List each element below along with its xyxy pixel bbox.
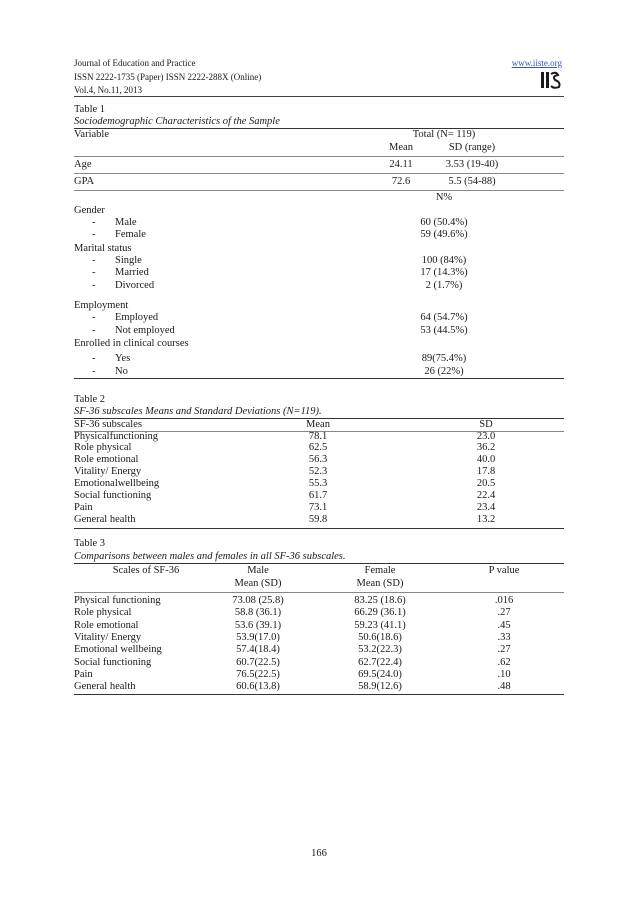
group-employment: Employment: [74, 300, 129, 311]
dash: -: [92, 229, 96, 240]
table3-row-female: 69.5(24.0): [358, 669, 402, 680]
table1-col-total: Total (N= 119): [412, 129, 476, 140]
table1-row-sd: 3.53 (19-40): [445, 159, 499, 170]
table2-row-name: Emotionalwellbeing: [74, 478, 160, 489]
table3-row-male: 58.8 (36.1): [234, 607, 282, 618]
table1-row-mean: 72.6: [391, 176, 411, 187]
table2-row-sd: 23.0: [476, 431, 496, 442]
item-label: Male: [115, 217, 137, 228]
dash: -: [92, 325, 96, 336]
item-value: 53 (44.5%): [420, 325, 468, 336]
table2-row-mean: 73.1: [308, 502, 328, 513]
table3-top-rule: [74, 563, 564, 564]
item-label: No: [115, 366, 128, 377]
table3-row-p: .48: [497, 681, 511, 692]
table1-col-variable: Variable: [74, 129, 109, 140]
table3: [74, 563, 564, 706]
table3-col-male: Male: [247, 565, 269, 576]
table1-rule: [74, 190, 564, 191]
table2-bottom-rule: [74, 528, 564, 529]
table3-col-male-sub: Mean (SD): [234, 578, 282, 589]
item-label: Single: [115, 255, 142, 266]
table2-row-sd: 36.2: [476, 442, 496, 453]
table2-col-sd: SD: [479, 419, 493, 430]
table3-row-male: 57.4(18.4): [236, 644, 280, 655]
table1-bottom-rule: [74, 378, 564, 379]
table3-row-p: .27: [497, 644, 511, 655]
table3-row-female: 50.6(18.6): [358, 632, 402, 643]
item-value: 59 (49.6%): [420, 229, 468, 240]
table3-bottom-rule: [74, 694, 564, 695]
table3-row-male: 60.7(22.5): [236, 657, 280, 668]
table3-row-name: Role physical: [74, 607, 132, 618]
item-value: 2 (1.7%): [425, 280, 463, 291]
dash: -: [92, 255, 96, 266]
table2-row-mean: 55.3: [308, 478, 328, 489]
table3-row-name: Role emotional: [74, 620, 139, 631]
table3-row-name: Social functioning: [74, 657, 152, 668]
table2-row-name: General health: [74, 514, 136, 525]
table3-row-name: Emotional wellbeing: [74, 644, 162, 655]
item-value: 89(75.4%): [421, 353, 467, 364]
table2-row-name: Vitality/ Energy: [74, 466, 142, 477]
table1-row-sd: 5.5 (54-88): [448, 176, 496, 187]
dash: -: [92, 217, 96, 228]
table1-row-name: Age: [74, 159, 92, 170]
table2-row-mean: 52.3: [308, 466, 328, 477]
website-link[interactable]: www.iiste.org: [511, 58, 562, 68]
table2-row-sd: 22.4: [476, 490, 496, 501]
table1-row-mean: 24.11: [389, 159, 413, 170]
table3-row-male: 53.9(17.0): [236, 632, 280, 643]
item-label: Married: [115, 267, 149, 278]
table1-rule: [74, 173, 564, 174]
table3-row-male: 76.5(22.5): [236, 669, 280, 680]
table3-row-p: .016: [494, 595, 514, 606]
iiste-logo: [540, 70, 562, 90]
table2-label: Table 2: [74, 394, 106, 405]
table3-col-p: P value: [488, 565, 520, 576]
table3-row-p: .27: [497, 607, 511, 618]
table2-row-name: Role emotional: [74, 454, 139, 465]
table2-col-mean: Mean: [306, 419, 330, 430]
table3-row-female: 62.7(22.4): [358, 657, 402, 668]
table2-row-sd: 20.5: [476, 478, 496, 489]
table2-col-subscale: SF-36 subscales: [74, 419, 142, 430]
table1-label: Table 1: [74, 104, 106, 115]
group-gender: Gender: [74, 205, 105, 216]
dash: -: [92, 280, 96, 291]
item-value: 64 (54.7%): [420, 312, 468, 323]
table3-row-p: .10: [497, 669, 511, 680]
table1-top-rule: [74, 128, 564, 129]
item-label: Employed: [115, 312, 159, 323]
table1-title: Sociodemographic Characteristics of the Sample: [74, 116, 280, 127]
table3-col-scales: Scales of SF-36: [112, 565, 180, 576]
table1-col-mean: Mean: [389, 142, 413, 153]
table3-col-female: Female: [364, 565, 396, 576]
table3-row-male: 60.6(13.8): [236, 681, 280, 692]
dash: -: [92, 366, 96, 377]
page-number: 166: [311, 848, 327, 859]
table1-row-name: GPA: [74, 176, 95, 187]
item-label: Yes: [115, 353, 131, 364]
item-value: 100 (84%): [421, 255, 467, 266]
table3-row-name: Physical functioning: [74, 595, 161, 606]
table2-row-sd: 13.2: [476, 514, 496, 525]
header-rule: [74, 96, 564, 97]
table2-row-mean: 61.7: [308, 490, 328, 501]
table3-row-female: 83.25 (18.6): [354, 595, 406, 606]
item-label: Divorced: [115, 280, 155, 291]
table3-title: Comparisons between males and females in all SF-36 subscales.: [74, 551, 346, 562]
item-label: Not employed: [115, 325, 175, 336]
group-enrolled: Enrolled in clinical courses: [74, 338, 189, 349]
table2-title: SF-36 subscales Means and Standard Deviations (N=119).: [74, 406, 322, 417]
dash: -: [92, 353, 96, 364]
table2: [74, 418, 564, 528]
table3-row-male: 53.6 (39.1): [234, 620, 282, 631]
table3-header-rule: [74, 592, 564, 593]
table3-row-male: 73.08 (25.8): [232, 595, 284, 606]
table3-row-female: 53.2(22.3): [358, 644, 402, 655]
dash: -: [92, 267, 96, 278]
table2-row-mean: 59.8: [308, 514, 328, 525]
journal-name: Journal of Education and Practice: [74, 58, 196, 68]
item-value: 60 (50.4%): [420, 217, 468, 228]
item-value: 17 (14.3%): [420, 267, 468, 278]
table3-row-p: .45: [497, 620, 511, 631]
table3-col-female-sub: Mean (SD): [356, 578, 404, 589]
table3-row-name: Pain: [74, 669, 93, 680]
table3-row-name: General health: [74, 681, 136, 692]
table1-rule: [74, 156, 564, 157]
table3-row-female: 58.9(12.6): [358, 681, 402, 692]
table2-row-name: Pain: [74, 502, 93, 513]
table2-row-mean: 56.3: [308, 454, 328, 465]
item-label: Female: [115, 229, 146, 240]
table2-row-name: Social functioning: [74, 490, 152, 501]
table1: [74, 128, 564, 378]
item-value: 26 (22%): [424, 366, 464, 377]
table2-row-sd: 40.0: [476, 454, 496, 465]
volume-line: Vol.4, No.11, 2013: [74, 85, 143, 95]
table3-row-p: .62: [497, 657, 511, 668]
table1-col-npct: N%: [435, 192, 453, 203]
table2-row-name: Role physical: [74, 442, 132, 453]
group-marital: Marital status: [74, 243, 132, 254]
table3-label: Table 3: [74, 538, 106, 549]
table1-col-sd: SD (range): [448, 142, 496, 153]
table3-row-female: 59.23 (41.1): [354, 620, 406, 631]
table2-row-sd: 17.8: [476, 466, 496, 477]
dash: -: [92, 312, 96, 323]
table3-row-name: Vitality/ Energy: [74, 632, 142, 643]
table2-row-sd: 23.4: [476, 502, 496, 513]
issn-line: ISSN 2222-1735 (Paper) ISSN 2222-288X (Online): [74, 72, 262, 82]
table2-row-mean: 62.5: [308, 442, 328, 453]
table3-row-p: .33: [497, 632, 511, 643]
table2-row-mean: 78.1: [308, 431, 328, 442]
table2-row-name: Physicalfunctioning: [74, 431, 158, 442]
table3-row-female: 66.29 (36.1): [354, 607, 406, 618]
